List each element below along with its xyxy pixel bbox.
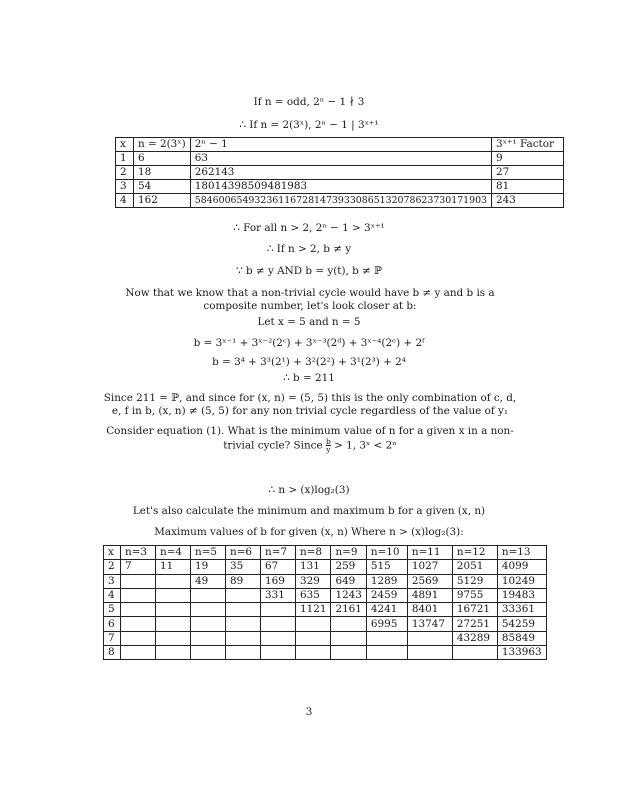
table-cell: 1 <box>116 152 134 166</box>
table-cell: 4891 <box>407 588 452 602</box>
table-row <box>104 631 547 645</box>
table-cell <box>156 574 191 588</box>
col-header: n=11 <box>407 546 452 560</box>
paragraph-prime-b: Since 211 = ℙ, and since for (x, n) = (5, 5) this is the only combination of c, d, e, f in b, (x, n) ≠ (5, 5) for any non trivial cycle regardless of the value of y₁ <box>103 392 517 417</box>
table-cell: 1243 <box>331 588 366 602</box>
table-cell: 133963 <box>497 646 546 660</box>
table-cell: 331 <box>261 588 296 602</box>
table-cell <box>156 603 191 617</box>
table-cell: 9755 <box>452 588 497 602</box>
col-header: n=6 <box>226 546 261 560</box>
equation-b-substituted: b = 3⁴ + 3³(2¹) + 3²(2²) + 3¹(2³) + 2⁴ <box>212 356 406 368</box>
table-cell: 6 <box>104 617 121 631</box>
table-cell: 19 <box>191 560 226 574</box>
col-header: n=12 <box>452 546 497 560</box>
table-cell: 131 <box>296 560 331 574</box>
table-cell <box>226 588 261 602</box>
table-cell: 1027 <box>407 560 452 574</box>
statement-for-all: ∴ For all n > 2, 2ⁿ − 1 > 3ˣ⁺¹ <box>233 222 385 234</box>
minimum-n-condition: > 1, 3ˣ < 2ⁿ <box>334 439 397 452</box>
table-cell <box>121 603 156 617</box>
col-header: n=7 <box>261 546 296 560</box>
col-header: n=4 <box>156 546 191 560</box>
table-cell <box>191 646 226 660</box>
table-cell: 7 <box>121 560 156 574</box>
table-cell <box>452 646 497 660</box>
page-number: 3 <box>305 706 313 718</box>
table-cell <box>156 588 191 602</box>
table-row <box>104 574 547 588</box>
table-cell <box>261 631 296 645</box>
table-cell <box>121 646 156 660</box>
statement-divides: ∴ If n = 2(3ˣ), 2ⁿ − 1 | 3ˣ⁺¹ <box>239 119 379 131</box>
table-cell <box>191 588 226 602</box>
fraction-denominator: y <box>326 445 331 454</box>
table-cell <box>156 617 191 631</box>
col-header: n=13 <box>497 546 546 560</box>
col-n-header: n = 2(3ˣ) <box>134 138 191 152</box>
table-cell: 4 <box>104 588 121 602</box>
table-cell: 33361 <box>497 603 546 617</box>
table-cell: 1121 <box>296 603 331 617</box>
col-header: x <box>104 546 121 560</box>
table-header-row <box>104 546 547 560</box>
table-cell: 18014398509481983 <box>190 180 491 194</box>
table-cell: 8401 <box>407 603 452 617</box>
table-row <box>116 180 564 194</box>
table-cell <box>366 646 407 660</box>
table-cell: 2569 <box>407 574 452 588</box>
table-row <box>104 603 547 617</box>
table-cell: 169 <box>261 574 296 588</box>
table-cell: 5 <box>104 603 121 617</box>
table-cell: 3 <box>116 180 134 194</box>
table-cell: 635 <box>296 588 331 602</box>
equation-b-general: b = 3ˣ⁻¹ + 3ˣ⁻²(2ᶜ) + 3ˣ⁻³(2ᵈ) + 3ˣ⁻⁴(2ᵉ) + 2ᶠ <box>193 337 425 349</box>
table-cell: 262143 <box>190 166 491 180</box>
table-cell: 4099 <box>497 560 546 574</box>
table-cell <box>156 631 191 645</box>
table-header-row <box>116 138 564 152</box>
table-cell: 6 <box>134 152 191 166</box>
table-cell <box>226 617 261 631</box>
table-cell <box>331 646 366 660</box>
table-cell <box>261 603 296 617</box>
statement-let-x-n: Let x = 5 and n = 5 <box>257 316 361 328</box>
table-row <box>104 646 547 660</box>
table-cell <box>226 631 261 645</box>
col-header: n=8 <box>296 546 331 560</box>
table-cell: 162 <box>134 194 191 208</box>
table-row <box>104 560 547 574</box>
table-cell: 43289 <box>452 631 497 645</box>
table-cell: 54 <box>134 180 191 194</box>
table-cell <box>226 646 261 660</box>
table-cell: 19483 <box>497 588 546 602</box>
table-cell: 89 <box>226 574 261 588</box>
table-cell <box>296 631 331 645</box>
col-header: n=3 <box>121 546 156 560</box>
table-cell: 7 <box>104 631 121 645</box>
equation-b-result: ∴ b = 211 <box>283 372 335 384</box>
divisibility-table <box>115 137 564 208</box>
table-cell: 329 <box>296 574 331 588</box>
col-x-header: x <box>116 138 134 152</box>
table-cell <box>407 646 452 660</box>
table-cell: 16721 <box>452 603 497 617</box>
table-cell: 2 <box>104 560 121 574</box>
table-cell: 5846006549323611672814739330865132078623730171903 <box>190 194 491 208</box>
table-cell: 2459 <box>366 588 407 602</box>
table-cell: 49 <box>191 574 226 588</box>
paragraph-minimum-n <box>100 425 520 453</box>
table-cell <box>407 631 452 645</box>
table-row <box>104 588 547 602</box>
col-header: n=10 <box>366 546 407 560</box>
table-cell: 18 <box>134 166 191 180</box>
table-cell: 5129 <box>452 574 497 588</box>
table-cell <box>261 617 296 631</box>
table-cell <box>191 617 226 631</box>
table-cell: 54259 <box>497 617 546 631</box>
table-cell: 35 <box>226 560 261 574</box>
table-cell: 4 <box>116 194 134 208</box>
table-cell: 8 <box>104 646 121 660</box>
col-header: n=5 <box>191 546 226 560</box>
table-cell <box>296 646 331 660</box>
table-cell: 2051 <box>452 560 497 574</box>
statement-b-not-y: ∴ If n > 2, b ≠ y <box>266 243 352 255</box>
table-cell <box>121 588 156 602</box>
table-cell: 259 <box>331 560 366 574</box>
table-cell <box>121 631 156 645</box>
max-b-table <box>103 545 547 660</box>
table-cell <box>121 574 156 588</box>
statement-n-bound: ∴ n > (x)log₂(3) <box>268 484 350 496</box>
table-cell: 81 <box>492 180 564 194</box>
table-cell <box>226 603 261 617</box>
table-cell: 63 <box>190 152 491 166</box>
table-cell: 10249 <box>497 574 546 588</box>
table-cell: 27 <box>492 166 564 180</box>
table-cell <box>331 617 366 631</box>
table-cell: 649 <box>331 574 366 588</box>
table-cell: 27251 <box>452 617 497 631</box>
table-cell: 2 <box>116 166 134 180</box>
table-cell <box>296 617 331 631</box>
fraction-b-over-y <box>326 438 331 453</box>
statement-odd-n: If n = odd, 2ⁿ − 1 ∤ 3 <box>253 96 365 108</box>
paragraph-composite: Now that we know that a non-trivial cycle would have b ≠ y and b is a composite number, let's look closer at b: <box>125 287 495 312</box>
fraction-numerator: b <box>325 437 331 446</box>
table-cell <box>331 631 366 645</box>
table-cell <box>191 631 226 645</box>
col-2n-header: 2ⁿ − 1 <box>190 138 491 152</box>
table-cell: 67 <box>261 560 296 574</box>
table-cell: 11 <box>156 560 191 574</box>
table-cell: 4241 <box>366 603 407 617</box>
statement-b-composite: ∵ b ≠ y AND b = y(t), b ≠ ℙ <box>236 265 382 277</box>
table-row <box>104 617 547 631</box>
table-cell <box>191 603 226 617</box>
table-cell <box>156 646 191 660</box>
table-cell: 515 <box>366 560 407 574</box>
col-header: n=9 <box>331 546 366 560</box>
table-cell: 9 <box>492 152 564 166</box>
table-cell: 243 <box>492 194 564 208</box>
table-row <box>116 194 564 208</box>
table-cell: 3 <box>104 574 121 588</box>
table-cell: 85849 <box>497 631 546 645</box>
table-cell <box>121 617 156 631</box>
table-cell: 1289 <box>366 574 407 588</box>
table-cell: 13747 <box>407 617 452 631</box>
table-row <box>116 152 564 166</box>
col-factor-header: 3ˣ⁺¹ Factor <box>492 138 564 152</box>
table-caption: Maximum values of b for given (x, n) Where n > (x)log₂(3): <box>154 526 464 538</box>
minimum-n-text: Consider equation (1). What is the minimum value of n for a given x in a non-trivial cycle? Since <box>106 425 514 452</box>
table-cell <box>366 631 407 645</box>
table-cell <box>261 646 296 660</box>
table-row <box>116 166 564 180</box>
table-cell: 2161 <box>331 603 366 617</box>
table-cell: 6995 <box>366 617 407 631</box>
statement-calculate: Let's also calculate the minimum and maximum b for a given (x, n) <box>132 505 486 517</box>
